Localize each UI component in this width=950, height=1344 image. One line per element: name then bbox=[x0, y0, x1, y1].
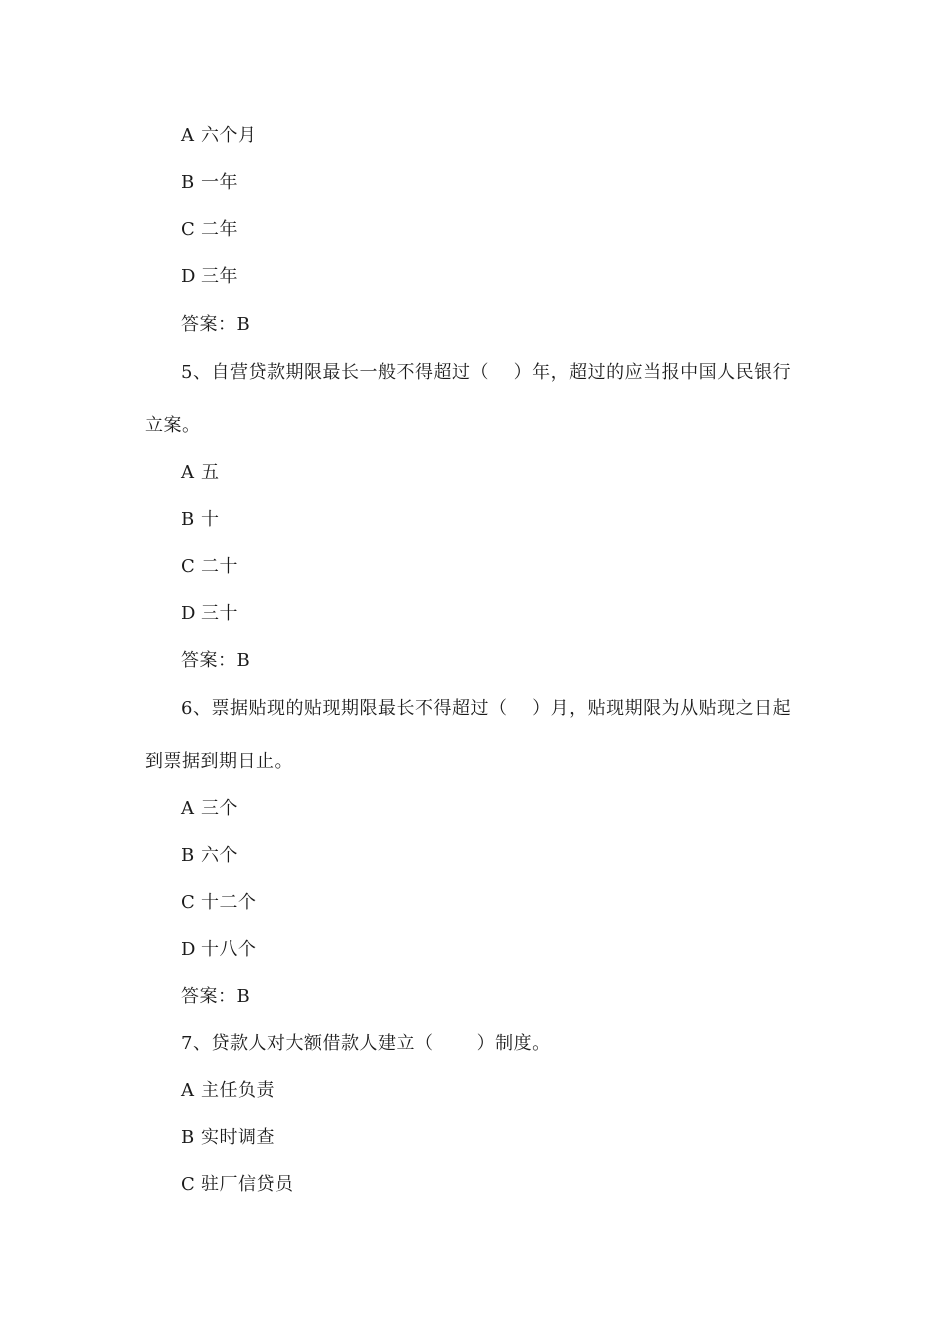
option-text: 实时调查 bbox=[201, 1127, 275, 1148]
option-letter: D bbox=[181, 939, 196, 960]
option-letter: B bbox=[181, 172, 195, 193]
option-letter: D bbox=[181, 603, 196, 624]
q6-option-b bbox=[181, 844, 238, 868]
option-letter: C bbox=[181, 556, 196, 577]
q5-question-line2: 立案。 bbox=[145, 415, 201, 436]
q4-option-b bbox=[181, 171, 238, 195]
q6-option-c bbox=[181, 891, 257, 915]
option-text: 十二个 bbox=[201, 892, 257, 913]
q5-option-c bbox=[181, 555, 238, 579]
q4-option-c bbox=[181, 218, 238, 242]
option-letter: C bbox=[181, 219, 196, 240]
option-text: 六个月 bbox=[201, 125, 257, 146]
option-letter: B bbox=[181, 509, 195, 530]
option-letter: A bbox=[181, 462, 195, 483]
option-letter: A bbox=[181, 1080, 195, 1101]
q4-option-a bbox=[181, 124, 257, 148]
q6-answer: 答案：B bbox=[181, 986, 251, 1007]
option-text: 十 bbox=[201, 509, 220, 530]
option-text: 十八个 bbox=[201, 939, 257, 960]
option-text: 五 bbox=[201, 462, 220, 483]
q7-option-b bbox=[181, 1126, 275, 1150]
q5-option-d bbox=[181, 602, 238, 626]
q6-question-line1: 6、票据贴现的贴现期限最长不得超过（ ）月，贴现期限为从贴现之日起 bbox=[181, 698, 792, 719]
option-letter: C bbox=[181, 1174, 196, 1195]
q5-option-b bbox=[181, 508, 220, 532]
option-text: 三个 bbox=[201, 798, 238, 819]
option-letter: D bbox=[181, 266, 196, 287]
option-text: 二年 bbox=[201, 219, 238, 240]
q7-option-c bbox=[181, 1173, 294, 1197]
option-text: 六个 bbox=[201, 845, 238, 866]
option-letter: C bbox=[181, 892, 196, 913]
option-text: 二十 bbox=[201, 556, 238, 577]
q4-answer: 答案：B bbox=[181, 314, 251, 335]
option-letter: A bbox=[181, 798, 195, 819]
q6-question-line2: 到票据到期日止。 bbox=[145, 751, 293, 772]
option-text: 三十 bbox=[201, 603, 238, 624]
q7-question-line1: 7、贷款人对大额借款人建立（ ）制度。 bbox=[181, 1033, 551, 1054]
option-text: 主任负责 bbox=[201, 1080, 275, 1101]
q6-option-a bbox=[181, 797, 238, 821]
option-letter: B bbox=[181, 1127, 195, 1148]
option-text: 驻厂信贷员 bbox=[201, 1174, 294, 1195]
q5-option-a bbox=[181, 461, 220, 485]
q5-answer: 答案：B bbox=[181, 650, 251, 671]
q4-option-d bbox=[181, 265, 238, 289]
q7-option-a bbox=[181, 1079, 275, 1103]
option-text: 三年 bbox=[201, 266, 238, 287]
option-letter: A bbox=[181, 125, 195, 146]
option-text: 一年 bbox=[201, 172, 238, 193]
q6-option-d bbox=[181, 938, 257, 962]
q5-question-line1: 5、自营贷款期限最长一般不得超过（ ）年，超过的应当报中国人民银行 bbox=[181, 362, 792, 383]
option-letter: B bbox=[181, 845, 195, 866]
